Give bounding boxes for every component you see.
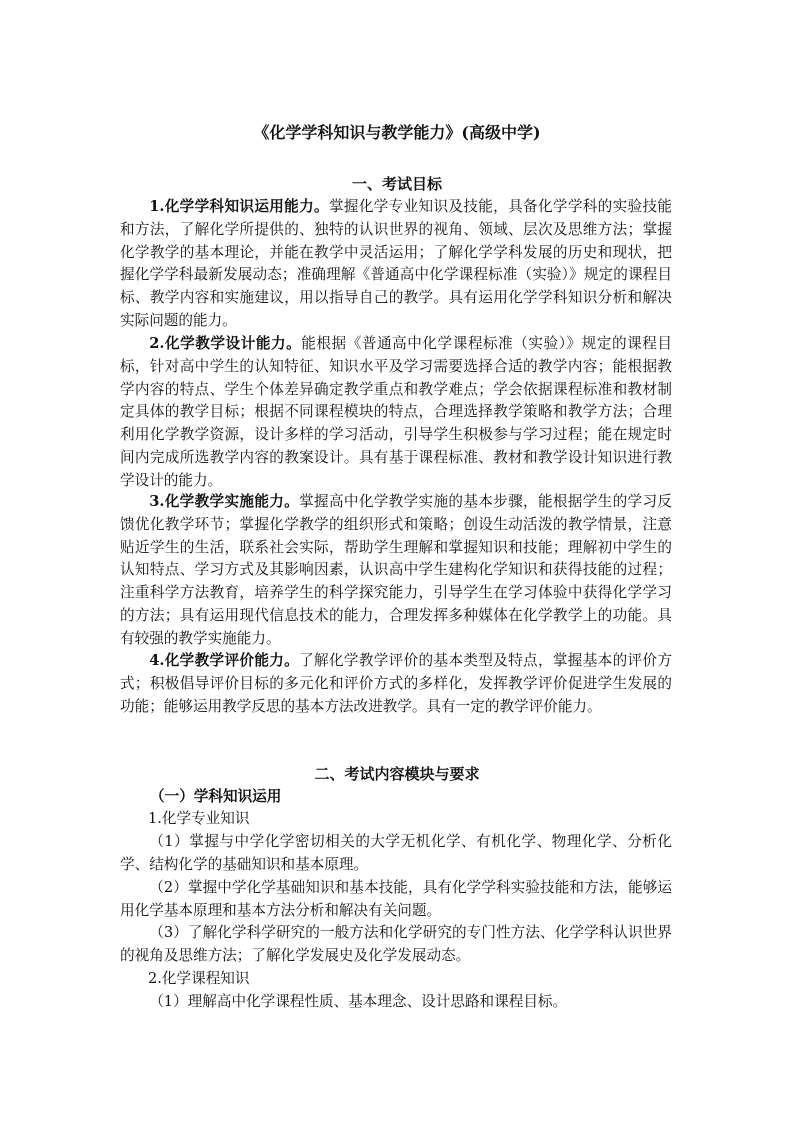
objective-1	[120, 196, 672, 333]
objective-2-body: 能根据《普通高中化学课程标准（实验）》规定的课程目标，针对高中学生的认知特征、知识水平及学习需要选择合适的教学内容；能根据教学内容的特点、学生个体差异确定教学重点和教学难点；学会依据课程标准和教材制定具体的教学目标；根据不同课程模块的特点，合理选择教学策略和教学方法；合理利用化学教学资源，设计多样的学习活动，引导学生积极参与学习过程；能在规定时间内完成所选教学内容的教案设计。具有基于课程标准、教材和教学设计知识进行教学设计的能力。	[120, 335, 672, 489]
subsection-knowledge-heading: （一）学科知识运用	[150, 788, 282, 805]
objective-2	[120, 333, 672, 493]
objective-3-lead: 3.化学教学实施能力。	[149, 493, 300, 510]
objective-4-lead: 4.化学教学评价能力。	[149, 652, 300, 669]
objective-3-body: 掌握高中化学教学实施的基本步骤，能根据学生的学习反馈优化教学环节；掌握化学教学的组织形式和策略；创设生动活泼的教学情景，注意贴近学生的生活，联系社会实际，帮助学生理解和掌握知识和技能；理解初中学生的认知特点、学习方式及其影响因素，认识高中学生建构化学知识和获得技能的过程；注重科学方法教育，培养学生的科学探究能力，引导学生在学习体验中获得化学学习的方法；具有运用现代信息技术的能力，合理发挥多种媒体在化学教学上的功能。具有较强的教学实施能力。	[120, 493, 672, 647]
document-title: 《化学学科知识与教学能力》(高级中学)	[253, 123, 541, 142]
objective-1-lead: 1.化学学科知识运用能力。	[149, 198, 329, 215]
topic1-item-3: （3）了解化学科学研究的一般方法和化学研究的专门性方法、化学学科认识世界的视角及思维方法；了解化学发展史及化学发展动态。	[120, 924, 672, 964]
objective-2-lead: 2.化学教学设计能力。	[149, 335, 302, 352]
topic-curriculum-knowledge: 2.化学课程知识	[148, 970, 250, 987]
objective-1-body: 掌握化学专业知识及技能，具备化学学科的实验技能和方法，了解化学所提供的、独特的认识世界的视角、领域、层次及思维方法；掌握化学教学的基本理论，并能在教学中灵活运用；了解化学学科发展的历史和现状，把握化学学科最新发展动态；准确理解《普通高中化学课程标准（实验）》规定的课程目标、教学内容和实施建议，用以指导自己的教学。具有运用化学学科知识分析和解决实际问题的能力。	[120, 198, 672, 329]
topic-professional-knowledge: 1.化学专业知识	[148, 810, 250, 827]
objective-4-body: 了解化学教学评价的基本类型及特点，掌握基本的评价方式；积极倡导评价目标的多元化和评价方式的多样化，发挥教学评价促进学生发展的功能；能够运用教学反思的基本方法改进教学。具有一定的教学评价能力。	[120, 652, 672, 715]
topic2-item-1: （1）理解高中化学课程性质、基本理念、设计思路和课程目标。	[149, 993, 568, 1010]
topic1-item-1: （1）掌握与中学化学密切相关的大学无机化学、有机化学、物理化学、分析化学、结构化学的基础知识和基本原理。	[120, 833, 672, 873]
topic1-item-2: （2）掌握中学化学基础知识和基本技能，具有化学学科实验技能和方法，能够运用化学基本原理和基本方法分析和解决有关问题。	[120, 879, 672, 919]
section1-heading: 一、考试目标	[351, 175, 442, 193]
objective-4	[120, 650, 672, 718]
objective-3	[120, 491, 672, 651]
section2-heading: 二、考试内容模块与要求	[314, 765, 480, 783]
